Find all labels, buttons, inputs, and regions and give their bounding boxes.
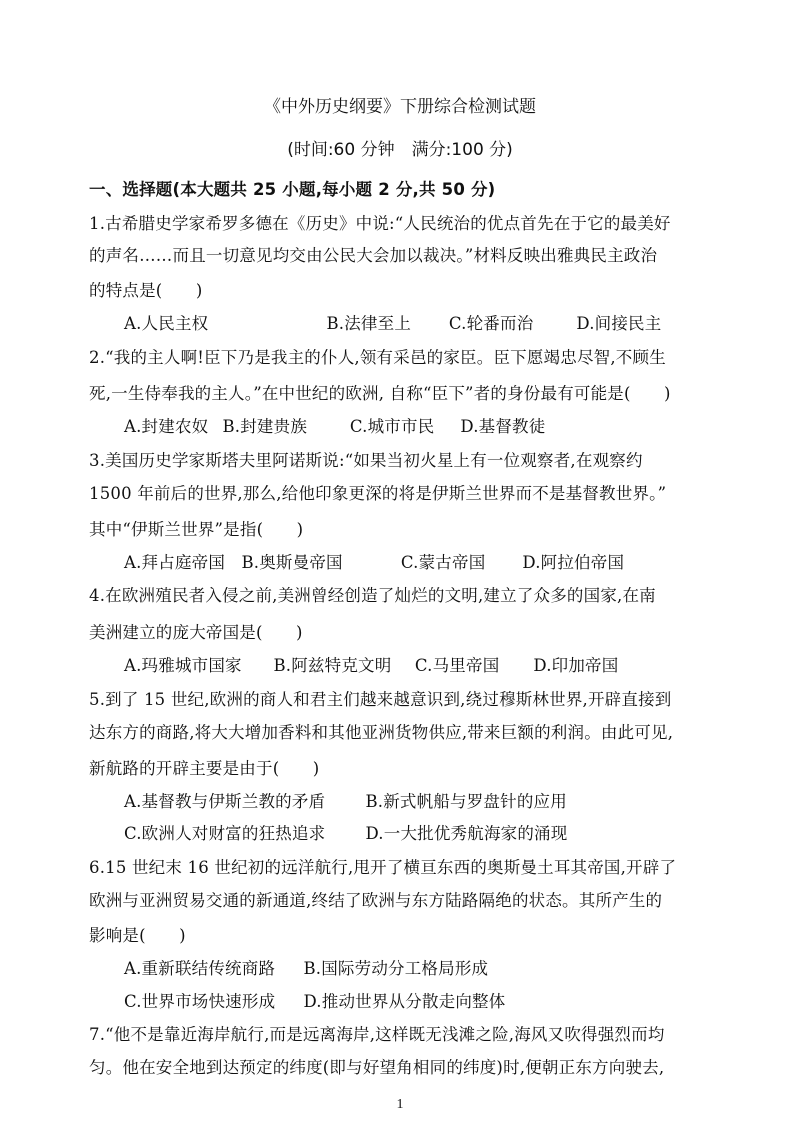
question-4-line-2: 美洲建立的庞大帝国是( ) — [89, 623, 303, 642]
question-6-option-a: A.重新联结传统商路 — [124, 959, 276, 978]
question-4-options — [124, 652, 618, 676]
question-7-line-2: 匀。他在安全地到达预定的纬度(即与好望角相同的纬度)时,便朝正东方向驶去, — [89, 1058, 665, 1077]
question-2-option-c: C.城市市民 — [349, 417, 435, 436]
question-2-line-2: 死,一生侍奉我的主人。”在中世纪的欧洲, 自称“臣下”者的身份最有可能是( ) — [89, 384, 671, 403]
question-6-option-d: D.推动世界从分散走向整体 — [303, 992, 506, 1011]
page-number: 1 — [396, 1097, 404, 1112]
question-5-line-3: 新航路的开辟主要是由于( ) — [89, 759, 320, 778]
question-4-option-b: B.阿兹特克文明 — [273, 656, 392, 675]
question-5-option-b: B.新式帆船与罗盘针的应用 — [365, 792, 567, 811]
question-3-option-a: A.拜占庭帝国 — [124, 553, 226, 572]
question-3-line-1: 3.美国历史学家斯塔夫里阿诺斯说:“如果当初火星上有一位观察者,在观察约 — [89, 451, 643, 470]
question-2-line-1: 2.“我的主人啊!臣下乃是我主的仆人,领有采邑的家臣。臣下愿竭忠尽智,不顾生 — [89, 348, 666, 367]
question-6-line-2: 欧洲与亚洲贸易交通的新通道,终结了欧洲与东方陆路隔绝的状态。其所产生的 — [89, 891, 663, 910]
question-4-option-c: C.马里帝国 — [414, 656, 500, 675]
question-3-options — [124, 549, 624, 573]
question-2-option-a: A.封建农奴 — [124, 417, 209, 436]
question-5-option-d: D.一大批优秀航海家的涌现 — [365, 824, 568, 843]
question-1-option-a: A.人民主权 — [124, 314, 209, 333]
question-6-options-row-2 — [124, 988, 505, 1012]
question-1-option-c: C.轮番而治 — [448, 314, 534, 333]
question-5-options-row-1 — [124, 788, 567, 812]
question-1-option-d: D.间接民主 — [576, 314, 662, 333]
question-5-line-1: 5.到了 15 世纪,欧洲的商人和君主们越来越意识到,绕过穆斯林世界,开辟直接到 — [89, 690, 672, 709]
question-1-options — [124, 310, 661, 334]
question-5-option-a: A.基督教与伊斯兰教的矛盾 — [124, 792, 326, 811]
question-4-option-d: D.印加帝国 — [533, 656, 619, 675]
question-4-option-a: A.玛雅城市国家 — [124, 656, 242, 675]
question-1-line-3: 的特点是( ) — [89, 281, 203, 300]
question-6-line-1: 6.15 世纪末 16 世纪初的远洋航行,甩开了横亘东西的奥斯曼土耳其帝国,开辟了 — [89, 858, 677, 877]
question-5-option-c: C.欧洲人对财富的狂热追求 — [124, 824, 326, 843]
question-2-options — [124, 413, 545, 437]
question-5-line-2: 达东方的商路,将大大增加香料和其他亚洲货物供应,带来巨额的利润。由此可见, — [89, 723, 674, 742]
question-6-option-c: C.世界市场快速形成 — [124, 992, 276, 1011]
question-3-option-b: B.奥斯曼帝国 — [241, 553, 343, 572]
question-4-line-1: 4.在欧洲殖民者入侵之前,美洲曾经创造了灿烂的文明,建立了众多的国家,在南 — [89, 586, 656, 605]
question-3-option-c: C.蒙古帝国 — [400, 553, 486, 572]
document-title: 《中外历史纲要》下册综合检测试题 — [264, 97, 536, 117]
question-1-line-2: 的声名……而且一切意见均交由公民大会加以裁决。”材料反映出雅典民主政治 — [89, 246, 658, 265]
question-7-line-1: 7.“他不是靠近海岸航行,而是远离海岸,这样既无浅滩之险,海风又吹得强烈而均 — [89, 1025, 665, 1044]
exam-time-and-score: (时间:60 分钟 满分:100 分) — [287, 140, 513, 160]
question-2-option-b: B.封建贵族 — [222, 417, 308, 436]
question-3-line-3: 其中“伊斯兰世界”是指( ) — [89, 520, 304, 539]
question-1-option-b: B.法律至上 — [326, 314, 412, 333]
question-6-options-row-1 — [124, 955, 488, 979]
question-1-line-1: 1.古希腊史学家希罗多德在《历史》中说:“人民统治的优点首先在于它的最美好 — [89, 214, 671, 233]
question-6-option-b: B.国际劳动分工格局形成 — [303, 959, 489, 978]
question-2-option-d: D.基督教徒 — [460, 417, 546, 436]
question-3-option-d: D.阿拉伯帝国 — [522, 553, 625, 572]
question-3-line-2: 1500 年前后的世界,那么,给他印象更深的将是伊斯兰世界而不是基督教世界。” — [89, 484, 667, 503]
question-5-options-row-2 — [124, 820, 567, 844]
question-6-line-3: 影响是( ) — [89, 926, 186, 945]
section-heading: 一、选择题(本大题共 25 小题,每小题 2 分,共 50 分) — [89, 180, 496, 199]
